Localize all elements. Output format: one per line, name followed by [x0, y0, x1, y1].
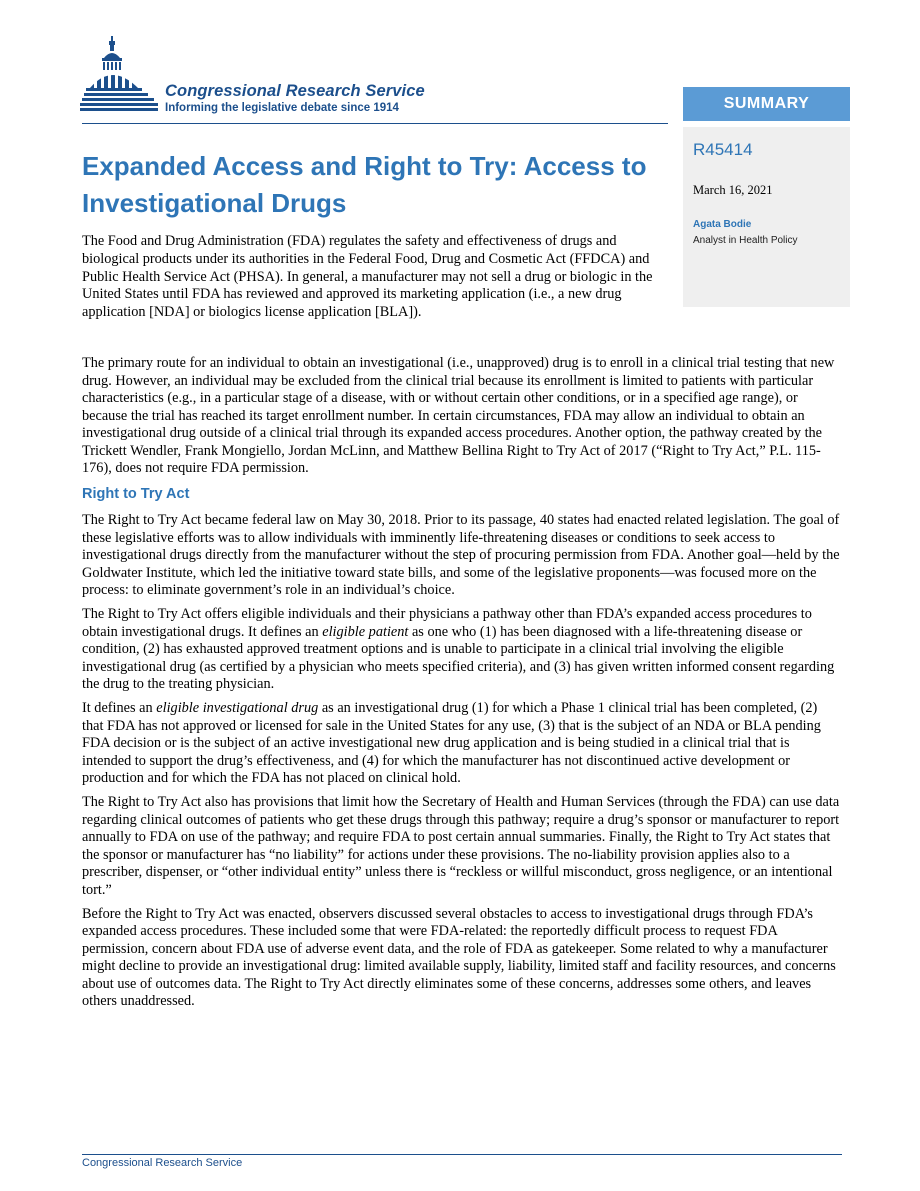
report-number: R45414: [693, 140, 753, 159]
crs-logo: [80, 36, 480, 120]
capitol-dome-icon: [80, 36, 164, 120]
paragraph-eligible-patient: [82, 606, 842, 694]
defined-term: eligible investigational drug: [156, 700, 319, 716]
report-sidebar: [683, 127, 850, 307]
defined-term: eligible patient: [322, 623, 409, 640]
footer-text: Congressional Research Service: [82, 1157, 243, 1169]
header-divider: [82, 123, 668, 124]
document-title: Expanded Access and Right to Try: Access to Investigational Drugs: [82, 151, 647, 218]
paragraph-obstacles: Before the Right to Try Act was enacted, observers discussed several obstacles to access to investigational drugs through FDA’s expanded access procedures. These included some that were FDA-related: the reportedly difficult process to request FDA permission, concern about FDA use of adverse event data, and the role of FDA as gatekeeper. Some related to why a manufacturer might decline to provide an investigational drug: limited available supply, liability, limited staff and facility resources, and concerns about use of outcomes data. The Right to Try Act directly eliminates some of these concerns, addresses some others, and leaves others unaddressed.: [82, 905, 836, 1009]
text-run: It defines an: [82, 700, 157, 716]
paragraph-primary-route: The primary route for an individual to obtain an investigational (i.e., unapproved) drug is to enroll in a clinical trial testing that new drug. However, an individual may be excluded from the clinical trial because its enrollment is limited to patients with particular characteristics (e.g., in a particular stage of a disease, with or without certain other conditions, or in a specified age range), or because the trial has reached its target enrollment number. In certain circumstances, FDA may allow an individual to obtain an investigational drug outside of a clinical trial through its expanded access procedures. Another option, the pathway created by the Trickett Wendler, Frank Mongiello, Jordan McLinn, and Matthew Bellina Right to Try Act of 2017 (“Right to Try Act,” P.L. 115-176), does not require FDA permission.: [82, 355, 835, 476]
section-heading: Right to Try Act: [82, 485, 190, 502]
text-run: as one who (1) has been diagnosed with a life-threatening disease or condition, (2) has exhausted approved treatment options and is unable to participate in a clinical trial involving the eligible investigational drug (as certified by a physician who meets specified criteria), and (3) has given written informed consent regarding the drug to the treating physician.: [82, 623, 835, 692]
footer-divider: [82, 1154, 842, 1155]
org-name: Congressional Research Service: [165, 82, 425, 100]
paragraph-provisions: The Right to Try Act also has provisions that limit how the Secretary of Health and Human Services (through the FDA) can use data regarding clinical outcomes of patients who get these drugs through this pathway; require a drug’s sponsor or manufacturer to report annually to FDA on use of the pathway; and require FDA to post certain annual summaries. Finally, the Right to Try Act states that the sponsor or manufacturer has “no liability” for actions under these provisions. The no-liability provision applies also to a prescriber, dispenser, or “other individual entity” unless there is “reckless or willful misconduct, gross negligence, or an intentional tort.”: [82, 794, 840, 898]
paragraph-eligible-drug: [82, 700, 842, 788]
paragraph-federal-law: The Right to Try Act became federal law on May 30, 2018. Prior to its passage, 40 states had enacted related legislation. The goal of these legislative efforts was to allow individuals with imminently life-threatening diseases or conditions to seek access to investigational drugs directly from the manufacturer without the step of procuring permission from FDA. Another goal—held by the Goldwater Institute, which led the initiative toward state bills, and some of the legislative proponents—was focused more on the process: to eliminate government’s role in an individual’s choice.: [82, 512, 840, 598]
org-tagline: Informing the legislative debate since 1914: [165, 102, 399, 114]
text-run: The Right to Try Act offers eligible individuals and their physicians a pathway other than FDA’s expanded access procedures to obtain investigational drugs. It defines an: [82, 606, 812, 640]
summary-tab: SUMMARY: [683, 87, 850, 121]
document-body: [82, 355, 842, 1017]
intro-paragraph: The Food and Drug Administration (FDA) regulates the safety and effectiveness of drugs and biological products under its authorities in the Federal Food, Drug and Cosmetic Act (FFDCA) and Public Health Service Act (PHSA). In general, a manufacturer may not sell a drug or biologic in the United States until FDA has reviewed and approved its marketing application (i.e., a new drug application [NDA] or biologics license application [BLA]).: [82, 233, 653, 321]
text-run: as an investigational drug (1) for which a Phase 1 clinical trial has been completed, (2) that FDA has not approved or licensed for sale in the United States for any use, (3) that is the subject of an NDA or BLA pending FDA decision or is the subject of an active investigational new drug application and is being studied in a clinical trial that is intended to support the drug’s effectiveness, and (4) for which the manufacturer has not discontinued active development or production and for which the FDA has not placed on clinical hold.: [82, 700, 821, 786]
author-title: Analyst in Health Policy: [693, 235, 798, 246]
report-date: March 16, 2021: [693, 183, 773, 197]
author-name: Agata Bodie: [693, 219, 752, 230]
